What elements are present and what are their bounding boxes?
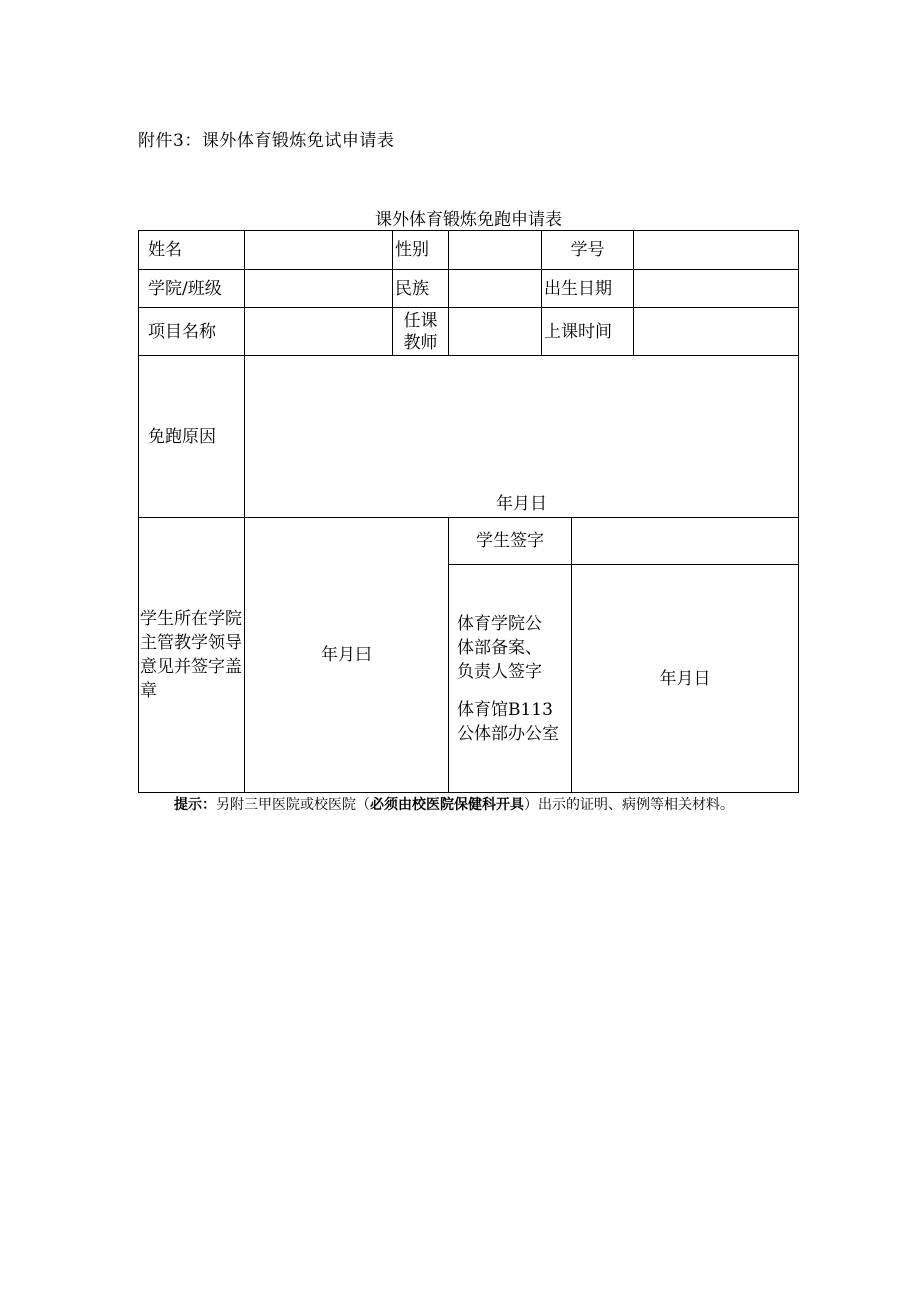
college-opinion-text: 学生所在学院主管教学领导意见并签字盖章 bbox=[140, 609, 242, 701]
college-class-field[interactable] bbox=[245, 270, 393, 308]
form-title: 课外体育锻炼免跑申请表 bbox=[375, 210, 562, 230]
label-birth-date: 出生日期 bbox=[542, 270, 634, 308]
student-signature-field[interactable] bbox=[572, 518, 799, 565]
note-prefix: 提示： bbox=[174, 797, 216, 813]
pe-line1: 体育学院公 bbox=[457, 613, 542, 634]
label-teacher-line2: 教师 bbox=[403, 332, 438, 353]
course-name-field[interactable] bbox=[245, 308, 393, 356]
label-class-time: 上课时间 bbox=[542, 308, 634, 356]
name-field[interactable] bbox=[245, 230, 393, 270]
pe-line4: 体育馆B113 bbox=[457, 699, 553, 720]
reason-date-line: 年月日 bbox=[496, 494, 547, 514]
pe-spacer bbox=[457, 684, 571, 698]
attachment-heading: 附件3：课外体育锻炼免试申请表 bbox=[138, 131, 395, 151]
class-time-field[interactable] bbox=[634, 308, 799, 356]
label-name: 姓名 bbox=[138, 230, 245, 270]
label-gender: 性别 bbox=[393, 230, 449, 270]
exemption-reason-field[interactable] bbox=[245, 356, 799, 518]
label-college-opinion bbox=[138, 518, 245, 793]
footnote bbox=[138, 795, 778, 816]
pe-date: 年月日 bbox=[659, 668, 711, 689]
label-college-class: 学院/班级 bbox=[138, 270, 245, 308]
pe-line5: 公体部办公室 bbox=[457, 723, 559, 744]
student-id-field[interactable] bbox=[634, 230, 799, 270]
teacher-field[interactable] bbox=[449, 308, 542, 356]
college-opinion-field[interactable] bbox=[245, 518, 449, 793]
gender-field[interactable] bbox=[449, 230, 542, 270]
label-ethnicity: 民族 bbox=[393, 270, 449, 308]
birth-date-field[interactable] bbox=[634, 270, 799, 308]
note-emphasis: 必须由校医院保健科开具 bbox=[370, 797, 524, 813]
application-form-table bbox=[138, 230, 799, 793]
label-student-signature: 学生签字 bbox=[449, 518, 572, 565]
pe-department-field[interactable] bbox=[572, 565, 799, 793]
ethnicity-field[interactable] bbox=[449, 270, 542, 308]
label-pe-department bbox=[449, 565, 572, 793]
pe-line3: 负责人签字 bbox=[457, 661, 542, 682]
note-text-a: 另附三甲医院或校医院（ bbox=[216, 797, 370, 813]
label-teacher-line1: 任课 bbox=[403, 310, 438, 331]
label-course-name: 项目名称 bbox=[138, 308, 245, 356]
label-student-id: 学号 bbox=[542, 230, 634, 270]
label-teacher bbox=[393, 308, 449, 356]
college-opinion-date: 年月曰 bbox=[321, 645, 372, 665]
pe-line2: 体部备案、 bbox=[457, 637, 542, 658]
note-text-b: ）出示的证明、病例等相关材料。 bbox=[524, 797, 734, 813]
label-exemption-reason: 免跑原因 bbox=[138, 356, 245, 518]
